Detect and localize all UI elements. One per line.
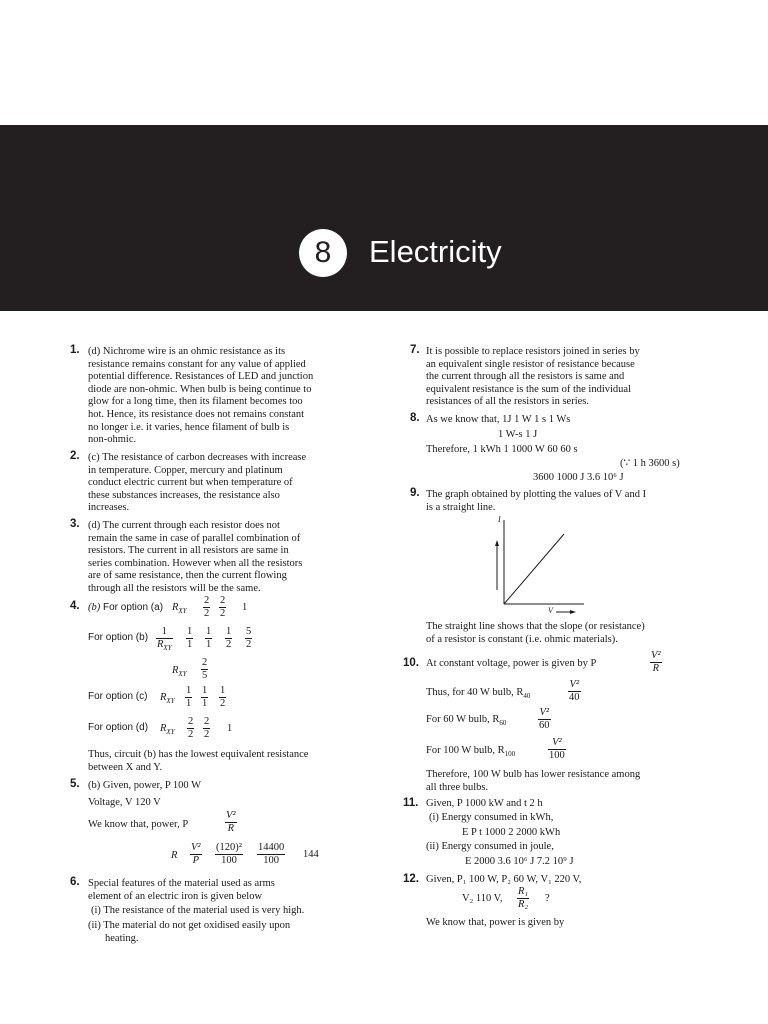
q8-line: (∵ 1 h 3600 s) — [620, 458, 680, 469]
q5-line: (b) Given, power, P 100 W — [88, 780, 202, 791]
q10-after: Therefore, 100 W bulb has lower resistance among — [426, 769, 641, 780]
q11-line: (i) Energy consumed in kWh, — [429, 812, 554, 823]
q12-frac: $\frac{\text{R₁}}{\text{R₂}}$ — [518, 886, 529, 910]
q10-line: For 60 W bulb, $R_{60}$ — [426, 714, 507, 728]
q4-c-frac: $\frac{1}{1}$ — [186, 685, 192, 709]
q1-line: glow for a long time, then its filament becomes too — [88, 396, 303, 408]
q4-rxy: $R_{XY}$ — [172, 602, 187, 616]
chapter-banner — [0, 125, 768, 311]
q2-line: in temperature. Copper, mercury and platinum — [88, 464, 283, 476]
q8-line: Therefore, 1 kWh 1 1000 W 60 60 s — [426, 444, 578, 455]
q12-number: 12. — [403, 873, 419, 885]
q4-option-c-label: For option (c) — [88, 691, 148, 702]
q4-d-result: 1 — [227, 723, 233, 734]
q4-c-frac: $\frac{1}{2}$ — [220, 685, 226, 709]
q6-item: (i) The resistance of the material used is very high. — [91, 905, 305, 916]
graph-x-label: V — [548, 606, 553, 615]
q4-number: 4. — [70, 600, 80, 612]
q9-line: is a straight line. — [426, 501, 496, 513]
q4-d-rxy: $R_{XY}$ — [160, 723, 175, 737]
q2-number: 2. — [70, 450, 80, 462]
q7-line: It is possible to replace resistors joined in series by — [426, 346, 640, 357]
q4-d-frac: $\frac{2}{2}$ — [204, 716, 210, 740]
q4-conclusion: between X and Y. — [88, 761, 163, 773]
q3-number: 3. — [70, 518, 80, 530]
q7-number: 7. — [410, 344, 420, 356]
q10-frac: $\frac{\text{V²}}{100}$ — [549, 737, 565, 761]
q6-item: heating. — [105, 932, 139, 944]
graph-y-label: I — [498, 515, 501, 524]
q11-number: 11. — [403, 797, 419, 809]
q4-b-lhs: 1 $R_{XY}$ — [157, 626, 172, 653]
q4-answer-option: (b) — [88, 602, 101, 613]
q5-line: We know that, power, P — [88, 819, 189, 830]
q4-conclusion: Thus, circuit (b) has the lowest equivalent resistance — [88, 749, 309, 760]
chapter-title: Electricity — [369, 234, 502, 269]
q1-line: (d) Nichrome wire is an ohmic resistance as its — [88, 346, 286, 357]
q11-line: (ii) Energy consumed in joule, — [426, 841, 554, 852]
q8-line: 1 W-s 1 J — [498, 429, 538, 440]
q8-number: 8. — [410, 412, 420, 424]
q1-line: resistance remains constant for any value of applied — [88, 358, 306, 370]
q7-line: resistances of all the resistors in series. — [426, 396, 589, 408]
q1-line: diode are non-ohmic. When bulb is being continue to — [88, 383, 312, 395]
q4-a-frac: $\frac{2}{2}$ — [204, 595, 210, 619]
q12-line: We know that, power is given by — [426, 917, 565, 928]
q6-number: 6. — [70, 876, 80, 888]
q11-line: Given, P 1000 kW and t 2 h — [426, 798, 543, 809]
q4-b-frac: $\frac{1}{1}$ — [206, 626, 212, 650]
q4-a-frac: $\frac{2}{2}$ — [220, 595, 226, 619]
q5-r-result: 144 — [303, 849, 319, 860]
q10-line: Thus, for 40 W bulb, $R_{40}$ — [426, 687, 531, 701]
q3-line: are of same resistance, then the current flowing — [88, 570, 287, 582]
q4-c-rxy: $R_{XY}$ — [160, 692, 175, 706]
q4-b-rxy: $R_{XY}$ — [172, 665, 187, 679]
q4-option-a-label: For option (a) — [103, 602, 164, 613]
q5-p-frac: $\frac{\text{V²}}{R}$ — [226, 810, 236, 834]
q2-line: these substances increases, the resistance also — [88, 489, 280, 501]
q8-line: As we know that, 1J 1 W 1 s 1 Ws — [426, 414, 571, 425]
q9-number: 9. — [410, 487, 420, 499]
q9-after: The straight line shows that the slope (or resistance) — [426, 621, 645, 632]
q5-r-frac: $\frac{\text{(120)²}}{100}$ — [216, 842, 242, 866]
q2-line: conduct electric current but when temperature of — [88, 477, 293, 489]
q6-item: (ii) The material do not get oxidised easily upon — [88, 920, 291, 931]
q6-line: Special features of the material used as arms — [88, 878, 275, 889]
q11-line: E 2000 3.6 10⁶ J 7.2 10⁹ J — [465, 856, 574, 867]
q10-line: For 100 W bulb, $R_{100}$ — [426, 745, 516, 759]
q12-line: V₂ 110 V, — [462, 893, 503, 904]
q3-line: (d) The current through each resistor does not — [88, 520, 280, 531]
q7-line: equivalent resistance is the sum of the individual — [426, 383, 631, 395]
vi-graph — [488, 514, 588, 618]
q4-a-result: 1 — [242, 602, 248, 613]
q5-r-frac: $\frac{\text{V²}}{P}$ — [191, 842, 201, 866]
q7-line: the current through all the resistors is same and — [426, 371, 625, 383]
q9-line: The graph obtained by plotting the values of V and I — [426, 489, 647, 500]
q10-after: all three bulbs. — [426, 781, 489, 793]
q5-line: Voltage, V 120 V — [88, 797, 161, 808]
q10-number: 10. — [403, 657, 419, 669]
q5-r-frac: $\frac{14400}{100}$ — [258, 842, 285, 866]
q4-b-frac: $\frac{5}{2}$ — [246, 626, 252, 650]
q1-line: non-ohmic. — [88, 434, 137, 446]
q4-c-frac: $\frac{1}{1}$ — [202, 685, 208, 709]
q1-line: potential difference. Resistances of LED and junction — [88, 371, 314, 383]
q5-r-label: R — [171, 850, 178, 861]
q11-line: E P t 1000 2 2000 kWh — [462, 827, 561, 838]
q1-line: no longer i.e. it varies, hence filament of bulb is — [88, 421, 290, 433]
q10-frac: $\frac{\text{V²}}{40}$ — [569, 679, 580, 703]
q4-d-frac: $\frac{2}{2}$ — [188, 716, 194, 740]
q12-line: Given, P₁ 100 W, P₂ 60 W, V₁ 220 V, — [426, 874, 582, 885]
q1-line: hot. Hence, its resistance does not remains constant — [88, 409, 305, 420]
q9-after: of a resistor is constant (i.e. ohmic materials). — [426, 633, 618, 645]
q12-question: ? — [545, 893, 550, 904]
q5-number: 5. — [70, 778, 80, 790]
q1-number: 1. — [70, 344, 80, 356]
q4-b-result: $\frac{2}{5}$ — [202, 657, 208, 681]
q4-option-d-label: For option (d) — [88, 722, 149, 733]
q4-b-frac: $\frac{1}{1}$ — [187, 626, 193, 650]
q10-line: At constant voltage, power is given by P — [426, 658, 597, 669]
q10-frac: $\frac{\text{V²}}{60}$ — [539, 707, 550, 731]
q3-line: resistors. The current in all resistors are same in — [88, 545, 289, 557]
q4-option-b-label: For option (b) — [88, 632, 149, 643]
q3-line: remain the same in case of parallel combination of — [88, 532, 301, 544]
q8-line: 3600 1000 J 3.6 10⁶ J — [533, 472, 624, 483]
chapter-number: 8 — [299, 229, 347, 277]
q10-frac: $\frac{\text{V²}}{R}$ — [651, 650, 661, 674]
q6-line: element of an electric iron is given below — [88, 890, 263, 902]
q4-b-frac: $\frac{1}{2}$ — [226, 626, 232, 650]
q3-line: series combination. However when all the resistors — [88, 557, 303, 569]
q2-line: increases. — [88, 502, 130, 514]
q7-line: an equivalent single resistor of resistance because — [426, 358, 635, 370]
q3-line: through all the resistors will be the same. — [88, 583, 261, 594]
q2-line: (c) The resistance of carbon decreases with increase — [88, 452, 307, 463]
